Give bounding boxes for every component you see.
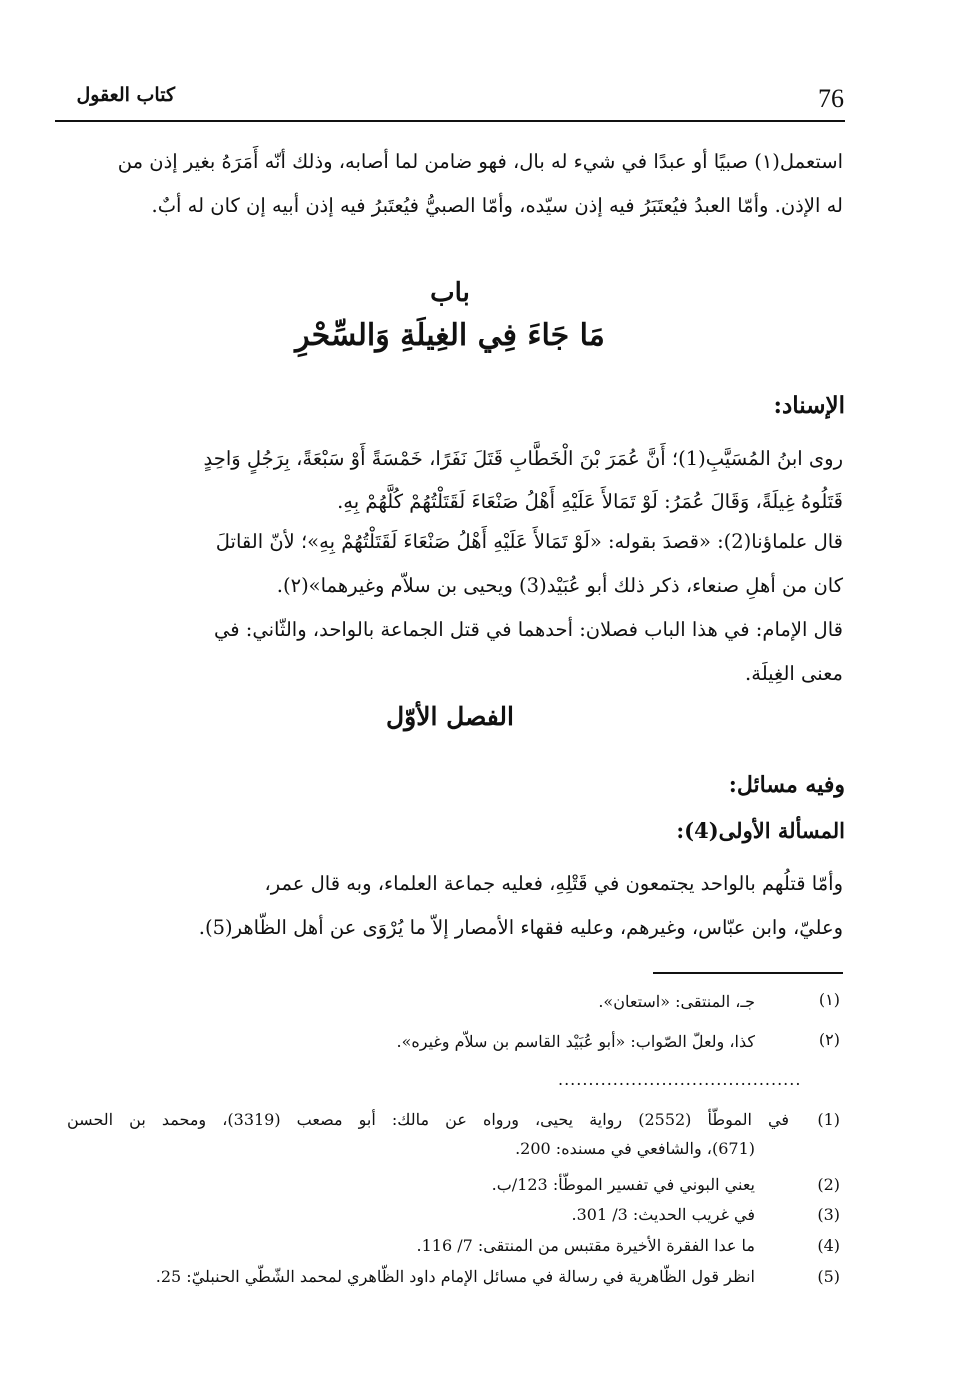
header-rule <box>55 120 845 122</box>
footnote-number: (4) <box>817 1236 840 1255</box>
page-number: 76 <box>818 84 844 113</box>
footnote-text: في الموطّأ (2552) رواية يحيى، ورواه عن مالك: أبو مصعب (3319)، ومحمد بن الحسن <box>67 1110 789 1129</box>
intro-line-1: استعمل(١) صبيًا أو عبدًا في شيء له بال، فهو ضامن لما أصابه، وذلك أنّه أَمَرَهُ بغير إذن من <box>117 150 843 173</box>
masala-line-1: وأمّا قتلُهم بالواحد يجتمعون في قَتْلِهِ، فعليه جماعة العلماء، وبه قال عمر، <box>264 872 843 895</box>
editor-note-number: (١) <box>818 990 840 1009</box>
ulama-line-1: قال علماؤنا(2): «قصدَ بقوله: «لَوْ تَمَالأَ عَلَيْهِ أَهْلُ صَنْعَاءَ لَقَتَلْتُهُمْ بِهِ»؛ لأنّ القاتلَ <box>215 530 843 553</box>
ulama-line-2: كان من أهلِ صنعاء، ذكر ذلك أبو عُبَيْد(3) ويحيى بن سلاّم وغيرهما»(٢). <box>276 574 843 597</box>
footnote-rule <box>653 972 843 974</box>
footnote-number: (1) <box>817 1110 840 1129</box>
intro-line-2: له الإذن. وأمّا العبدُ فيُعتَبَرُ فيه إذن سيّده، وأمّا الصبيُّ فيُعتَبرُ فيه إذن أبيه إن كان له أبٌ. <box>151 194 843 217</box>
editor-note-number: (٢) <box>818 1030 840 1049</box>
footnote-separator: ........................................ <box>558 1070 802 1089</box>
imam-line-1: قال الإمام: في هذا الباب فصلان: أحدهما في قتل الجماعة بالواحد، والثّاني: في <box>213 618 843 641</box>
footnote-text: في غريب الحديث: 3/ 301. <box>571 1205 755 1224</box>
editor-note: جـ، المنتقى: «استعان». <box>598 992 755 1011</box>
isnad-line-2: قَتَلُوهُ غِيلَةً، وَقَالَ عُمَرُ: لَوْ تَمَالأَ عَلَيْهِ أَهْلُ صَنْعَاءَ لَقَتَلْتُهُمْ كُلَّهُمْ بِهِ. <box>337 490 843 513</box>
running-title: كتاب العقول <box>76 84 175 106</box>
imam-line-2: معنى الغِيلَة. <box>745 662 843 685</box>
editor-note: كذا، ولعلّ الصّواب: «أبو عُبَيْد القاسم بن سلاّم وغيره». <box>396 1032 755 1051</box>
isnad-line-1: روى ابنُ المُسَيَّبِ(1)؛ أَنَّ عُمَرَ بْنَ الْخَطَّابِ قَتَلَ نَفَرًا، خَمْسَةً أَوْ سَبْعَةً، بِرَجُلٍ وَاحِدٍ <box>203 447 843 470</box>
isnad-heading: الإسناد: <box>773 392 845 419</box>
chapter-title: مَا جَاءَ فِي الغِيلَةِ وَالسِّحْرِ <box>295 318 605 353</box>
footnote-number: (2) <box>817 1175 840 1194</box>
masala-title: المسألة الأولى(4): <box>676 818 845 843</box>
masail-heading: وفيه مسائل: <box>728 772 845 798</box>
masala-line-2: وعليّ، وابن عبّاس، وغيرهم، وعليه فقهاء الأمصار إلاّ ما يُرْوَى عن أهل الظّاهر(5). <box>198 916 843 939</box>
footnote-text: ما عدا الفقرة الأخيرة مقتبس من المنتقى: 7/ 116. <box>416 1236 755 1255</box>
footnote-text: يعني البوني في تفسير الموطّأ: 123/ب. <box>491 1175 755 1194</box>
footnote-text: (671)، والشافعي في مسنده: 200. <box>515 1139 755 1158</box>
section-title: الفصل الأوّل <box>386 702 514 731</box>
footnote-text: انظر قول الظّاهرية في رسالة في مسائل الإمام داود الظّاهري لمحمد الشّطّي الحنبليّ: 25. <box>155 1267 755 1286</box>
footnote-number: (3) <box>817 1205 840 1224</box>
footnote-number: (5) <box>817 1267 840 1286</box>
chapter-label: باب <box>430 278 470 308</box>
